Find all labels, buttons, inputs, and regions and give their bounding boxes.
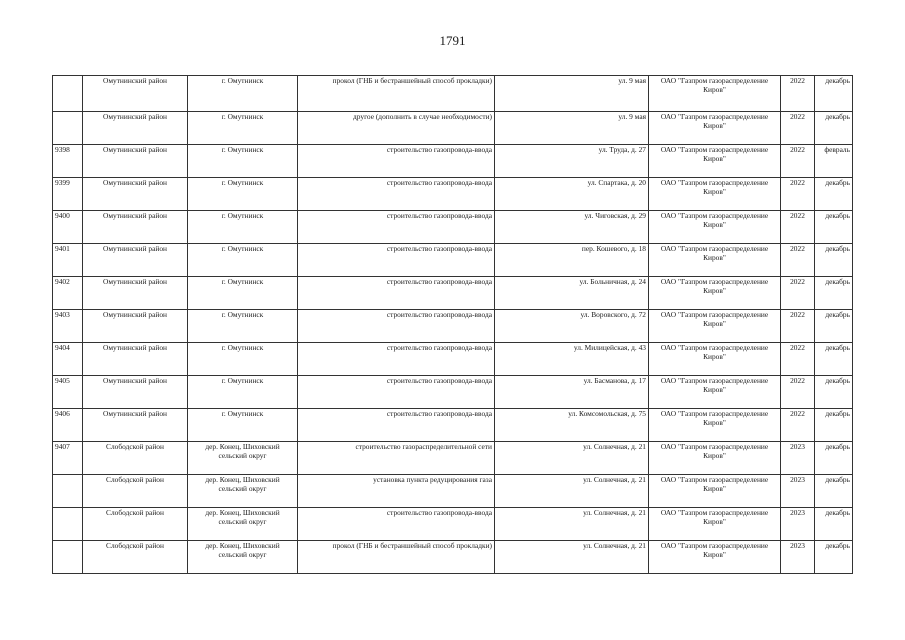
locality-cell-line: дер. Конец, Шиховский (205, 508, 280, 517)
year-cell: 2023 (781, 541, 815, 574)
work-type-cell: строительство газопровода-ввода (298, 178, 495, 211)
table-row (53, 508, 853, 541)
organization-cell (649, 112, 781, 145)
month-cell: декабрь (815, 409, 853, 442)
organization-cell-line: Киров" (703, 154, 726, 164)
district-cell: Омутнинский район (83, 376, 188, 409)
month-cell: декабрь (815, 508, 853, 541)
locality-cell (188, 244, 298, 277)
table-row (53, 211, 853, 244)
address-cell: ул. Солнечная, д. 21 (495, 541, 649, 574)
month-cell: февраль (815, 145, 853, 178)
locality-cell (188, 343, 298, 376)
address-cell: ул. Солнечная, д. 21 (495, 508, 649, 541)
table-row (53, 442, 853, 475)
organization-cell (649, 310, 781, 343)
table-row (53, 475, 853, 508)
district-cell: Омутнинский район (83, 112, 188, 145)
organization-cell-line: Киров" (703, 484, 726, 494)
organization-cell (649, 277, 781, 310)
row-number: 9398 (53, 145, 83, 178)
organization-cell-line: Киров" (703, 352, 726, 362)
locality-cell-line: сельский округ (218, 484, 267, 494)
organization-cell-line: ОАО "Газпром газораспределение (660, 277, 769, 286)
month-cell: декабрь (815, 442, 853, 475)
district-cell: Омутнинский район (83, 178, 188, 211)
locality-cell-line: дер. Конец, Шиховский (205, 541, 280, 550)
page-number: 1791 (439, 33, 466, 48)
table-row (53, 145, 853, 178)
address-cell: ул. Солнечная, д. 21 (495, 475, 649, 508)
organization-cell (649, 475, 781, 508)
table-row (53, 409, 853, 442)
organization-cell (649, 541, 781, 574)
row-number: 9405 (53, 376, 83, 409)
organization-cell (649, 409, 781, 442)
organization-cell-line: ОАО "Газпром газораспределение (660, 112, 769, 121)
work-type-cell: строительство газопровода-ввода (298, 376, 495, 409)
district-cell: Слободской район (83, 508, 188, 541)
organization-cell-line: ОАО "Газпром газораспределение (660, 145, 769, 154)
locality-cell (188, 541, 298, 574)
row-number (53, 76, 83, 112)
locality-cell-line: г. Омутнинск (221, 343, 264, 352)
month-cell: декабрь (815, 76, 853, 112)
locality-cell-line: сельский округ (218, 550, 267, 560)
row-number (53, 475, 83, 508)
table-row (53, 76, 853, 112)
work-type-cell: прокол (ГНБ и бестраншейный способ прокладки) (298, 76, 495, 112)
organization-cell-line: ОАО "Газпром газораспределение (660, 244, 769, 253)
locality-cell (188, 376, 298, 409)
gasification-schedule-table (52, 75, 853, 574)
locality-cell (188, 409, 298, 442)
organization-cell-line: ОАО "Газпром газораспределение (660, 442, 769, 451)
organization-cell (649, 343, 781, 376)
address-cell: ул. Чиговская, д. 29 (495, 211, 649, 244)
district-cell: Омутнинский район (83, 277, 188, 310)
month-cell: декабрь (815, 211, 853, 244)
locality-cell (188, 508, 298, 541)
year-cell: 2022 (781, 277, 815, 310)
row-number: 9407 (53, 442, 83, 475)
work-type-cell: строительство газораспределительной сети (298, 442, 495, 475)
organization-cell-line: ОАО "Газпром газораспределение (660, 475, 769, 484)
table-row (53, 112, 853, 145)
locality-cell-line: г. Омутнинск (221, 310, 264, 319)
locality-cell (188, 277, 298, 310)
year-cell: 2022 (781, 178, 815, 211)
organization-cell-line: ОАО "Газпром газораспределение (660, 343, 769, 352)
row-number: 9400 (53, 211, 83, 244)
work-type-cell: прокол (ГНБ и бестраншейный способ прокладки) (298, 541, 495, 574)
organization-cell-line: Киров" (703, 85, 726, 95)
locality-cell-line: г. Омутнинск (221, 244, 264, 253)
row-number (53, 508, 83, 541)
locality-cell (188, 211, 298, 244)
table-row (53, 178, 853, 211)
locality-cell (188, 475, 298, 508)
table-row (53, 541, 853, 574)
month-cell: декабрь (815, 310, 853, 343)
organization-cell (649, 442, 781, 475)
work-type-cell: установка пункта редуцирования газа (298, 475, 495, 508)
address-cell: ул. 9 мая (495, 76, 649, 112)
locality-cell-line: г. Омутнинск (221, 277, 264, 286)
address-cell: ул. Милицейская, д. 43 (495, 343, 649, 376)
row-number (53, 112, 83, 145)
year-cell: 2023 (781, 475, 815, 508)
locality-cell-line: г. Омутнинск (221, 211, 264, 220)
organization-cell (649, 145, 781, 178)
month-cell: декабрь (815, 475, 853, 508)
row-number: 9402 (53, 277, 83, 310)
row-number: 9403 (53, 310, 83, 343)
district-cell: Омутнинский район (83, 343, 188, 376)
address-cell: пер. Кошевого, д. 18 (495, 244, 649, 277)
organization-cell-line: ОАО "Газпром газораспределение (660, 211, 769, 220)
work-type-cell: строительство газопровода-ввода (298, 409, 495, 442)
locality-cell (188, 178, 298, 211)
month-cell: декабрь (815, 376, 853, 409)
organization-cell-line: Киров" (703, 418, 726, 428)
table-row (53, 343, 853, 376)
organization-cell (649, 211, 781, 244)
organization-cell-line: Киров" (703, 517, 726, 527)
organization-cell-line: Киров" (703, 187, 726, 197)
organization-cell (649, 178, 781, 211)
organization-cell-line: ОАО "Газпром газораспределение (660, 376, 769, 385)
year-cell: 2022 (781, 244, 815, 277)
locality-cell (188, 145, 298, 178)
locality-cell-line: дер. Конец, Шиховский (205, 442, 280, 451)
organization-cell (649, 508, 781, 541)
address-cell: ул. Труда, д. 27 (495, 145, 649, 178)
organization-cell-line: Киров" (703, 319, 726, 329)
locality-cell-line: сельский округ (218, 517, 267, 527)
district-cell: Слободской район (83, 442, 188, 475)
year-cell: 2023 (781, 508, 815, 541)
address-cell: ул. Спартака, д. 20 (495, 178, 649, 211)
month-cell: декабрь (815, 277, 853, 310)
work-type-cell: строительство газопровода-ввода (298, 310, 495, 343)
locality-cell (188, 310, 298, 343)
district-cell: Омутнинский район (83, 244, 188, 277)
row-number (53, 541, 83, 574)
address-cell: ул. 9 мая (495, 112, 649, 145)
row-number: 9399 (53, 178, 83, 211)
organization-cell (649, 244, 781, 277)
month-cell: декабрь (815, 112, 853, 145)
organization-cell-line: Киров" (703, 286, 726, 296)
year-cell: 2023 (781, 442, 815, 475)
locality-cell-line: г. Омутнинск (221, 409, 264, 418)
organization-cell (649, 376, 781, 409)
work-type-cell: строительство газопровода-ввода (298, 277, 495, 310)
year-cell: 2022 (781, 409, 815, 442)
address-cell: ул. Комсомольская, д. 75 (495, 409, 649, 442)
locality-cell-line: дер. Конец, Шиховский (205, 475, 280, 484)
locality-cell-line: г. Омутнинск (221, 76, 264, 85)
work-type-cell: строительство газопровода-ввода (298, 508, 495, 541)
organization-cell-line: ОАО "Газпром газораспределение (660, 508, 769, 517)
year-cell: 2022 (781, 310, 815, 343)
locality-cell-line: г. Омутнинск (221, 376, 264, 385)
table-row (53, 310, 853, 343)
district-cell: Слободской район (83, 541, 188, 574)
district-cell: Омутнинский район (83, 145, 188, 178)
locality-cell-line: сельский округ (218, 451, 267, 461)
work-type-cell: строительство газопровода-ввода (298, 145, 495, 178)
year-cell: 2022 (781, 112, 815, 145)
organization-cell-line: Киров" (703, 121, 726, 131)
row-number: 9406 (53, 409, 83, 442)
year-cell: 2022 (781, 76, 815, 112)
table-row (53, 277, 853, 310)
year-cell: 2022 (781, 343, 815, 376)
year-cell: 2022 (781, 211, 815, 244)
work-type-cell: строительство газопровода-ввода (298, 244, 495, 277)
address-cell: ул. Басманова, д. 17 (495, 376, 649, 409)
organization-cell-line: ОАО "Газпром газораспределение (660, 178, 769, 187)
organization-cell-line: Киров" (703, 253, 726, 263)
month-cell: декабрь (815, 343, 853, 376)
locality-cell (188, 442, 298, 475)
row-number: 9404 (53, 343, 83, 376)
work-type-cell: строительство газопровода-ввода (298, 343, 495, 376)
work-type-cell: другое (дополнить в случае необходимости) (298, 112, 495, 145)
organization-cell-line: ОАО "Газпром газораспределение (660, 76, 769, 85)
district-cell: Омутнинский район (83, 409, 188, 442)
locality-cell (188, 76, 298, 112)
organization-cell-line: Киров" (703, 550, 726, 560)
month-cell: декабрь (815, 178, 853, 211)
locality-cell-line: г. Омутнинск (221, 112, 264, 121)
table-body (53, 76, 853, 574)
locality-cell-line: г. Омутнинск (221, 178, 264, 187)
district-cell: Слободской район (83, 475, 188, 508)
district-cell: Омутнинский район (83, 76, 188, 112)
month-cell: декабрь (815, 541, 853, 574)
address-cell: ул. Больничная, д. 24 (495, 277, 649, 310)
year-cell: 2022 (781, 376, 815, 409)
locality-cell (188, 112, 298, 145)
row-number: 9401 (53, 244, 83, 277)
organization-cell (649, 76, 781, 112)
organization-cell-line: ОАО "Газпром газораспределение (660, 541, 769, 550)
table-row (53, 244, 853, 277)
year-cell: 2022 (781, 145, 815, 178)
locality-cell-line: г. Омутнинск (221, 145, 264, 154)
organization-cell-line: Киров" (703, 220, 726, 230)
organization-cell-line: ОАО "Газпром газораспределение (660, 409, 769, 418)
month-cell: декабрь (815, 244, 853, 277)
district-cell: Омутнинский район (83, 211, 188, 244)
address-cell: ул. Солнечная, д. 21 (495, 442, 649, 475)
organization-cell-line: ОАО "Газпром газораспределение (660, 310, 769, 319)
table-row (53, 376, 853, 409)
organization-cell-line: Киров" (703, 385, 726, 395)
organization-cell-line: Киров" (703, 451, 726, 461)
address-cell: ул. Воровского, д. 72 (495, 310, 649, 343)
district-cell: Омутнинский район (83, 310, 188, 343)
work-type-cell: строительство газопровода-ввода (298, 211, 495, 244)
